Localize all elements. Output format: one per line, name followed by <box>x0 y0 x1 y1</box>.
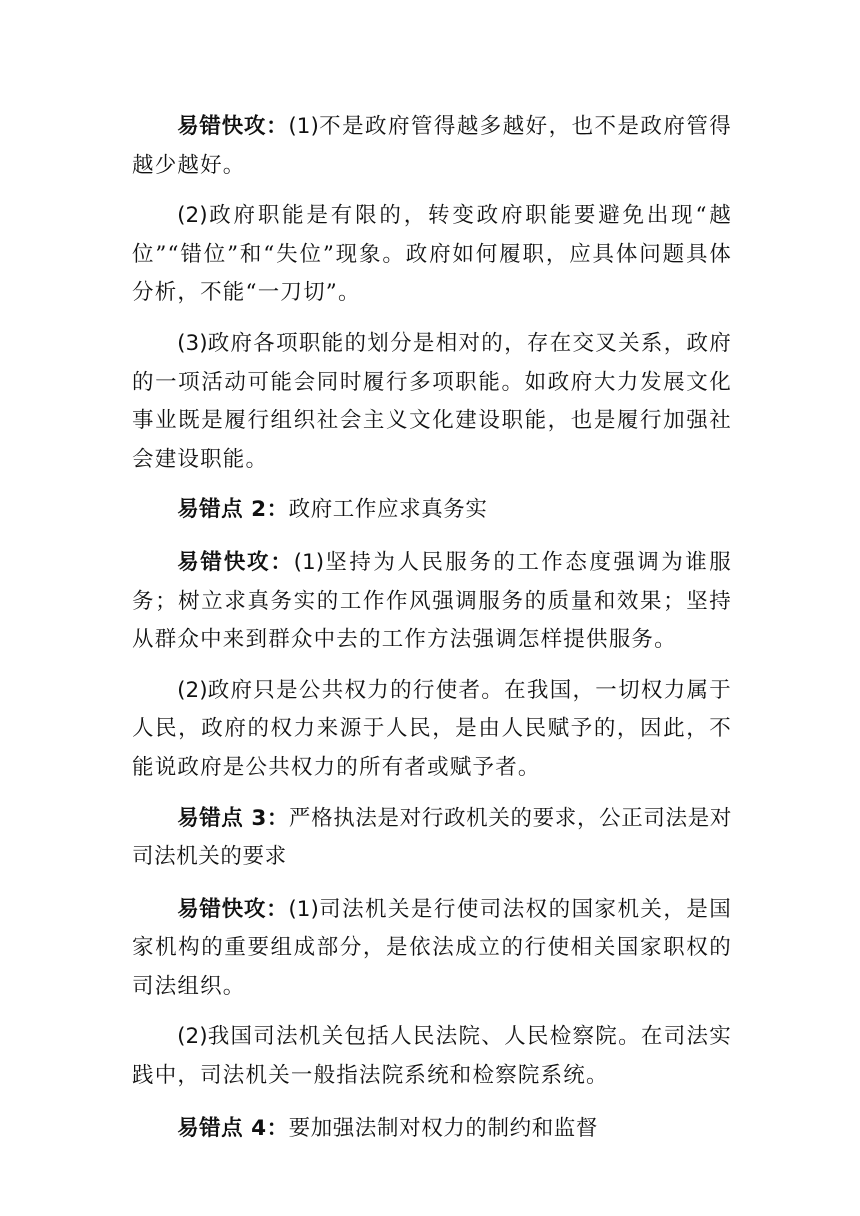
error-point-label: 易错点 3： <box>177 805 289 831</box>
tip-paragraph-1 <box>132 108 732 185</box>
paragraph-text: 我国司法机关包括人民法院、人民检察院。在司法实践中，司法机关一般指法院系统和检察院系统。 <box>132 1024 732 1089</box>
error-point-heading-2 <box>132 491 732 530</box>
item-number: (3) <box>177 330 208 356</box>
paragraph-text: 司法机关是行使司法权的国家机关，是国家机构的重要组成部分，是依法成立的行使相关国家职权的司法组织。 <box>132 896 732 999</box>
item-number: (1) <box>293 549 325 575</box>
paragraph-text: 政府各项职能的划分是相对的，存在交叉关系，政府的一项活动可能会同时履行多项职能。如政府大力发展文化事业既是履行组织社会主义文化建设职能，也是履行加强社会建设职能。 <box>132 330 732 472</box>
tip-paragraph-3 <box>132 325 732 479</box>
paragraph-text: 坚持为人民服务的工作态度强调为谁服务；树立求真务实的工作作风强调服务的质量和效果；坚持从群众中来到群众中去的工作方法强调怎样提供服务。 <box>132 549 732 653</box>
item-number: (2) <box>177 203 208 229</box>
error-point-label: 易错点 4： <box>177 1115 289 1141</box>
tip-paragraph-7 <box>132 1018 732 1095</box>
tip-label: 易错快攻： <box>177 896 289 922</box>
tip-paragraph-2 <box>132 197 732 313</box>
tip-label: 易错快攻： <box>177 549 294 575</box>
paragraph-text: 政府只是公共权力的行使者。在我国，一切权力属于人民，政府的权力来源于人民，是由人民赋予的，因此，不能说政府是公共权力的所有者或赋予者。 <box>132 677 732 780</box>
error-point-title: 政府工作应求真务实 <box>288 497 488 523</box>
paragraph-text: 政府职能是有限的，转变政府职能要避免出现“越位”“错位”和“失位”现象。政府如何履职，应具体问题具体分析，不能“一刀切”。 <box>132 203 732 306</box>
tip-paragraph-5 <box>132 672 732 788</box>
item-number: (2) <box>177 1024 208 1050</box>
item-number: (1) <box>288 114 319 139</box>
tip-paragraph-4 <box>132 544 732 660</box>
error-point-heading-3 <box>132 800 732 877</box>
error-point-title: 严格执法是对行政机关的要求，公正司法是对司法机关的要求 <box>132 805 732 870</box>
item-number: (2) <box>177 677 208 703</box>
paragraph-text: 不是政府管得越多越好，也不是政府管得越少越好。 <box>132 114 732 178</box>
tip-paragraph-6 <box>132 891 732 1007</box>
item-number: (1) <box>288 896 319 922</box>
error-point-label: 易错点 2： <box>177 497 289 523</box>
error-point-title: 要加强法制对权力的制约和监督 <box>288 1115 598 1141</box>
tip-label: 易错快攻： <box>177 114 289 139</box>
error-point-heading-4 <box>132 1110 732 1149</box>
